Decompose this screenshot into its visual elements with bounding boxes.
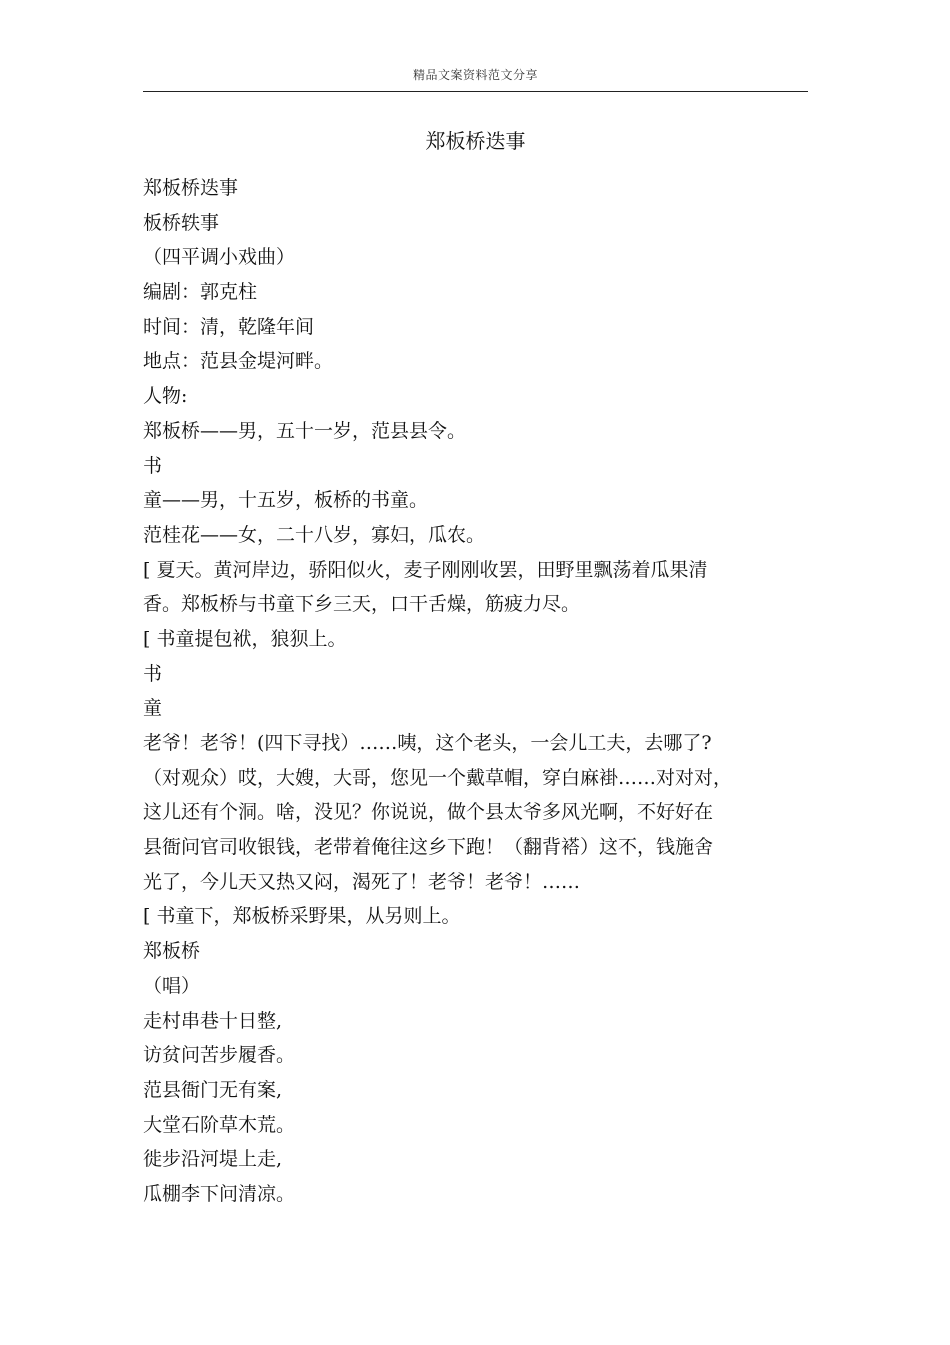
text-line: 瓜棚李下问清凉。 xyxy=(143,1182,296,1205)
text-line: 板桥轶事 xyxy=(143,211,220,234)
text-line: 地点：范县金堤河畔。 xyxy=(143,350,334,373)
text-line: 时间：清，乾隆年间 xyxy=(143,315,315,338)
text-line: （四平调小戏曲） xyxy=(143,246,296,269)
text-line: 县衙问官司收银钱，老带着俺往这乡下跑！（翻背褡）这不，钱施舍 xyxy=(143,836,714,859)
page-header: 精品文案资料范文分享 xyxy=(412,68,538,82)
header-divider xyxy=(143,91,808,92)
text-line: 大堂石阶草木荒。 xyxy=(143,1113,296,1136)
text-line: [ 夏天。黄河岸边，骄阳似火，麦子刚刚收罢，田野里飘荡着瓜果清 xyxy=(143,558,708,581)
text-line: 老爷！老爷！(四下寻找）……咦，这个老头，一会儿工夫，去哪了? xyxy=(143,732,712,754)
text-line: 郑板桥迭事 xyxy=(143,177,239,199)
document-body xyxy=(143,171,808,1212)
text-line: 童 xyxy=(143,697,163,720)
text-line: 编剧：郭克柱 xyxy=(143,281,258,304)
text-line: 人物: xyxy=(143,385,188,408)
text-line: [ 书童下，郑板桥采野果，从另则上。 xyxy=(143,905,461,928)
text-line: 光了，今儿天又热又闷，渴死了！老爷！老爷！…… xyxy=(143,870,581,893)
text-line: （对观众）哎，大嫂，大哥，您见一个戴草帽，穿白麻褂……对对对， xyxy=(143,766,733,789)
text-line: （唱） xyxy=(143,974,201,997)
text-line: 郑板桥——男，五十一岁，范县县令。 xyxy=(143,419,467,442)
text-line: 书 xyxy=(143,454,163,477)
text-line: [ 书童提包袱，狼狈上。 xyxy=(143,627,347,650)
text-line: 走村串巷十日整, xyxy=(143,1009,283,1032)
text-line: 郑板桥 xyxy=(143,940,201,963)
text-line: 童——男，十五岁，板桥的书童。 xyxy=(143,489,429,512)
text-line: 香。郑板桥与书童下乡三天，口干舌燥，筋疲力尽。 xyxy=(143,593,581,616)
text-line: 这儿还有个洞。啥，没见？你说说，做个县太爷多风光啊，不好好在 xyxy=(143,801,714,824)
text-line: 范桂花——女，二十八岁，寡妇，瓜农。 xyxy=(143,523,486,546)
text-line: 访贫问苦步履香。 xyxy=(143,1044,296,1067)
text-line: 徙步沿河堤上走, xyxy=(143,1148,283,1171)
document-title: 郑板桥迭事 xyxy=(425,129,526,153)
text-line: 范县衙门无有案, xyxy=(143,1078,283,1101)
text-line: 书 xyxy=(143,662,163,685)
